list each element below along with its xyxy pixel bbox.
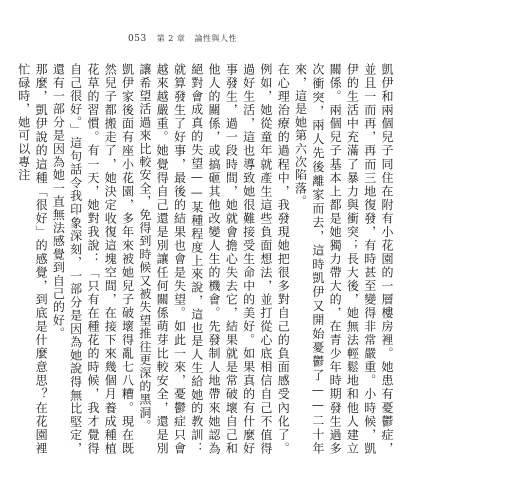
running-header bbox=[128, 33, 237, 44]
paragraph-2: 在心理治療的過程中，我發現她把很多對自己的負面感受內化了。例如，她從童年就產生這些負面想法，並打從心底相信自己不值得過好生活，這也導致她很難接受生命中的美好。如果真的有什麼好事發生，過一段時間，她就會擔心失去它，結果就是常破壞自己和他人的關係，或搞砸其他改變人生的機會。先發制人地帶來她認為絕對會成真的失望——某種程度上來說，這也是人生給她的教訓：就算發生了好事，最後的結果也會是失望。如此一來，憂鬱症只會越來越嚴重。她覺得自己還是別讓任何關係萌芽比較安全，還是別讓希望活過來比較安全，免得到時候又被失望推往更深的黑洞。 bbox=[137, 63, 291, 455]
body-text bbox=[14, 63, 395, 455]
paragraph-1: 凱伊和兩個兒子同住在附有小花園的一層樓房裡。她患有憂鬱症，並且一而再，再而三地復發，有時甚至變得非常嚴重。小時候，凱伊的生活中充滿了暴力與衝突；長大後，她無法輕鬆地和他人建立關係。兩個兒子基本上都是她獨力帶大的，在青少年時期發生過多次衝突，兩人先後離家而去，這時凱伊又開始憂鬱了——二十年來，這是她第六次陷落。 bbox=[293, 63, 394, 455]
paragraph-4: 那麼，凱伊說的這種「很好」的感覺，到底是什麼意思？在花園裡忙碌時，她可以專注 bbox=[16, 63, 49, 455]
paragraph-3: 凱伊家後面有座小花園，多年來被她兒子破壞得亂七八糟。現在既然兒子都搬走了，她決定收復這塊空間，在接下來幾個月養成種植花草的習慣。有一天，她對我說：「只有在種花的時候，我才覺得自己很好。」這句話令我印象深刻，一部分是因為她說得無比堅定，還有一部分是因為她一直無法感覺到自己的好。 bbox=[51, 63, 135, 455]
chapter-title: 論性與人性 bbox=[194, 34, 237, 43]
chapter-label: 第 2 章 bbox=[156, 34, 186, 43]
page-number: 053 bbox=[128, 34, 147, 44]
